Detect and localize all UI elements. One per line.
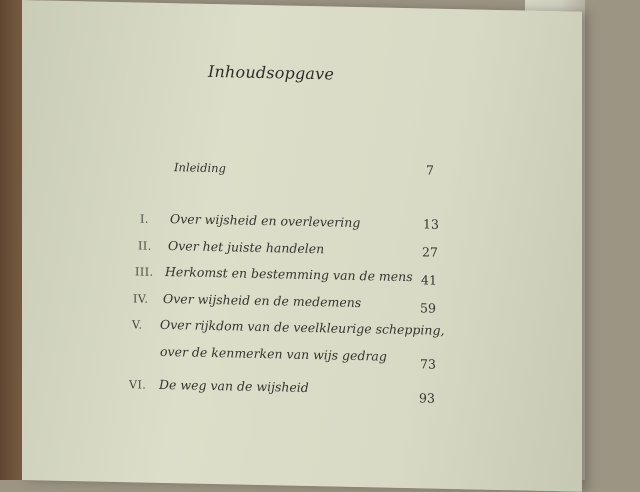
toc-numeral: V. [132, 318, 143, 332]
toc-intro-page: 7 [426, 162, 434, 178]
toc-entry-page: 41 [421, 272, 437, 288]
toc-numeral: III. [135, 265, 154, 279]
toc-entry-title-line2: over de kenmerken van wijs gedrag [160, 343, 387, 364]
toc-entry-page: 59 [420, 300, 436, 316]
toc-entry-page: 13 [423, 216, 439, 232]
page-title: Inhoudsopgave [208, 61, 335, 84]
toc-entry-page: 73 [420, 356, 436, 372]
toc-entry-page: 27 [422, 244, 438, 260]
toc-entry-title: Over rijkdom van de veelkleurige schepping, [160, 316, 445, 338]
toc-numeral: I. [140, 212, 149, 226]
toc-intro-title: Inleiding [174, 160, 226, 176]
toc-numeral: IV. [133, 292, 149, 306]
toc-numeral: II. [138, 239, 152, 253]
toc-entry-title: Over wijsheid en de medemens [163, 290, 362, 311]
toc-entry-title: Over wijsheid en overlevering [170, 211, 361, 231]
toc-entry-page: 93 [419, 390, 435, 406]
toc-entry-title: De weg van de wijsheid [159, 376, 309, 396]
toc-entry-title: Over het juiste handelen [168, 238, 325, 257]
toc-entry-title: Herkomst en bestemming van de mens [165, 263, 413, 285]
toc-numeral: VI. [129, 378, 147, 392]
book-page [22, 0, 582, 492]
